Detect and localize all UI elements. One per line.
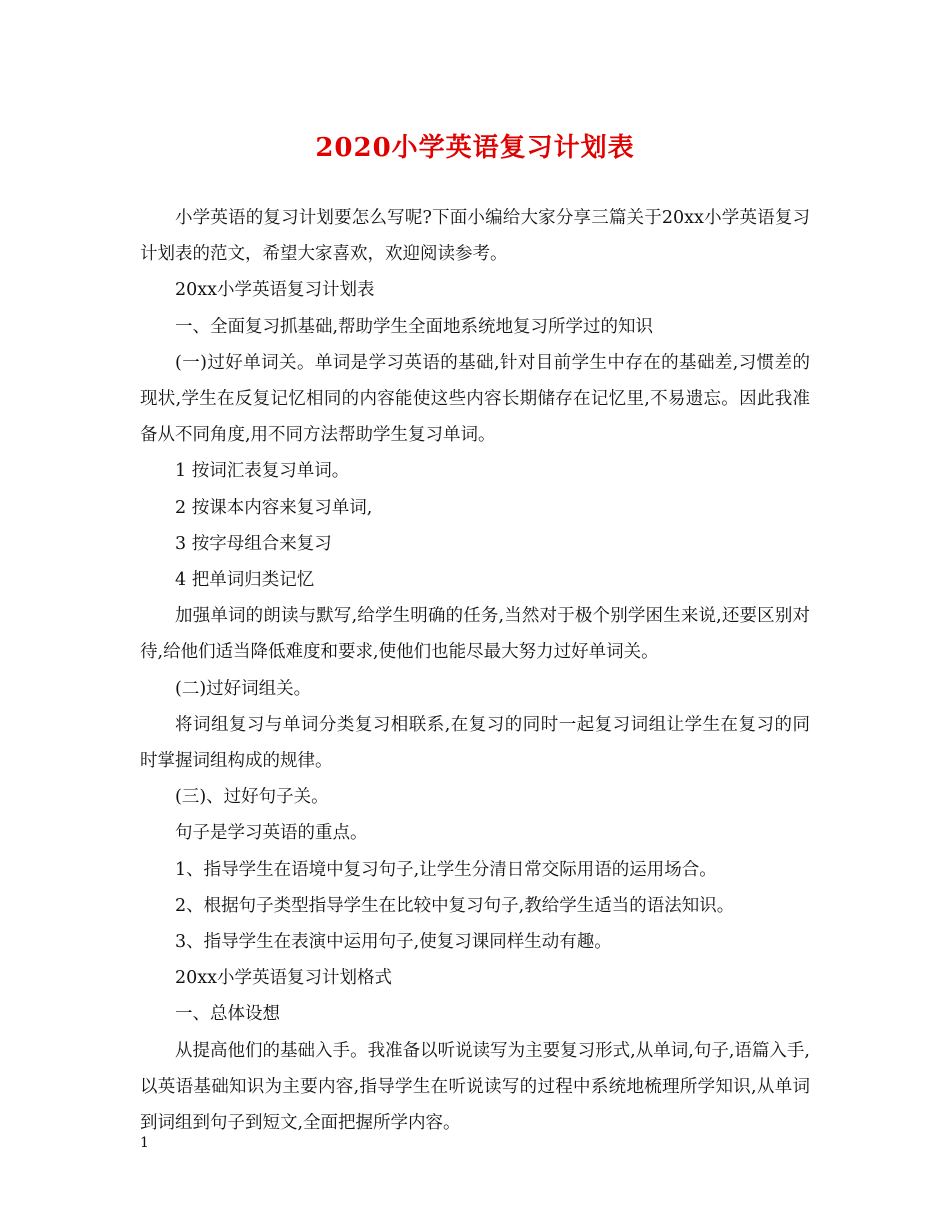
- list-item-4: 4 把单词归类记忆: [175, 570, 315, 591]
- paragraph-phrases: 将词组复习与单词分类复习相联系,在复习的同时一起复习词组让学生在复习的同时掌握词组构成的规律。: [140, 714, 810, 772]
- page-number: 1: [140, 1135, 149, 1151]
- list-item-1: 1 按词汇表复习单词。: [175, 461, 350, 482]
- paragraph-sentences-heading: (三)、过好句子关。: [175, 787, 329, 808]
- list-item-sentence-2: 2、根据句子类型指导学生在比较中复习句子,教给学生适当的语法知识。: [175, 895, 735, 916]
- list-item-sentence-3: 3、指导学生在表演中运用句子,使复习课同样生动有趣。: [175, 932, 612, 953]
- paragraph-overall: 从提高他们的基础入手。我准备以听说读写为主要复习形式,从单词,句子,语篇入手,以英语基础知识为主要内容,指导学生在听说读写的过程中系统地梳理所学知识,从单词到词组到句子到短文,全面把握所学内容。: [140, 1040, 810, 1134]
- paragraph-phrases-heading: (二)过好词组关。: [175, 678, 312, 699]
- paragraph-overall-heading: 一、总体设想: [175, 1004, 280, 1025]
- paragraph-format-heading: 20xx小学英语复习计划格式: [175, 968, 393, 989]
- paragraph-dictation: 加强单词的朗读与默写,给学生明确的任务,当然对于极个别学困生来说,还要区别对待,给他们适当降低难度和要求,使他们也能尽最大努力过好单词关。: [140, 606, 810, 663]
- paragraph-heading-review: 一、全面复习抓基础,帮助学生全面地系统地复习所学过的知识: [175, 316, 654, 337]
- paragraph-section-heading: 20xx小学英语复习计划表: [175, 280, 375, 301]
- paragraph-sentences: 句子是学习英语的重点。: [175, 823, 368, 844]
- list-item-2: 2 按课本内容来复习单词,: [175, 497, 373, 518]
- paragraph-words: (一)过好单词关。单词是学习英语的基础,针对目前学生中存在的基础差,习惯差的现状,学生在反复记忆相同的内容能使这些内容长期储存在记忆里,不易遗忘。因此我准备从不同角度,用不同方法帮助学生复习单词。: [140, 352, 810, 446]
- document-body: [140, 200, 810, 1141]
- document-title: 2020小学英语复习计划表: [315, 133, 635, 163]
- list-item-3: 3 按字母组合来复习: [175, 533, 332, 554]
- list-item-sentence-1: 1、指导学生在语境中复习句子,让学生分清日常交际用语的运用场合。: [175, 859, 717, 880]
- paragraph-intro: 小学英语的复习计划要怎么写呢?下面小编给大家分享三篇关于20xx小学英语复习计划表的范文，希望大家喜欢，欢迎阅读参考。: [140, 208, 810, 265]
